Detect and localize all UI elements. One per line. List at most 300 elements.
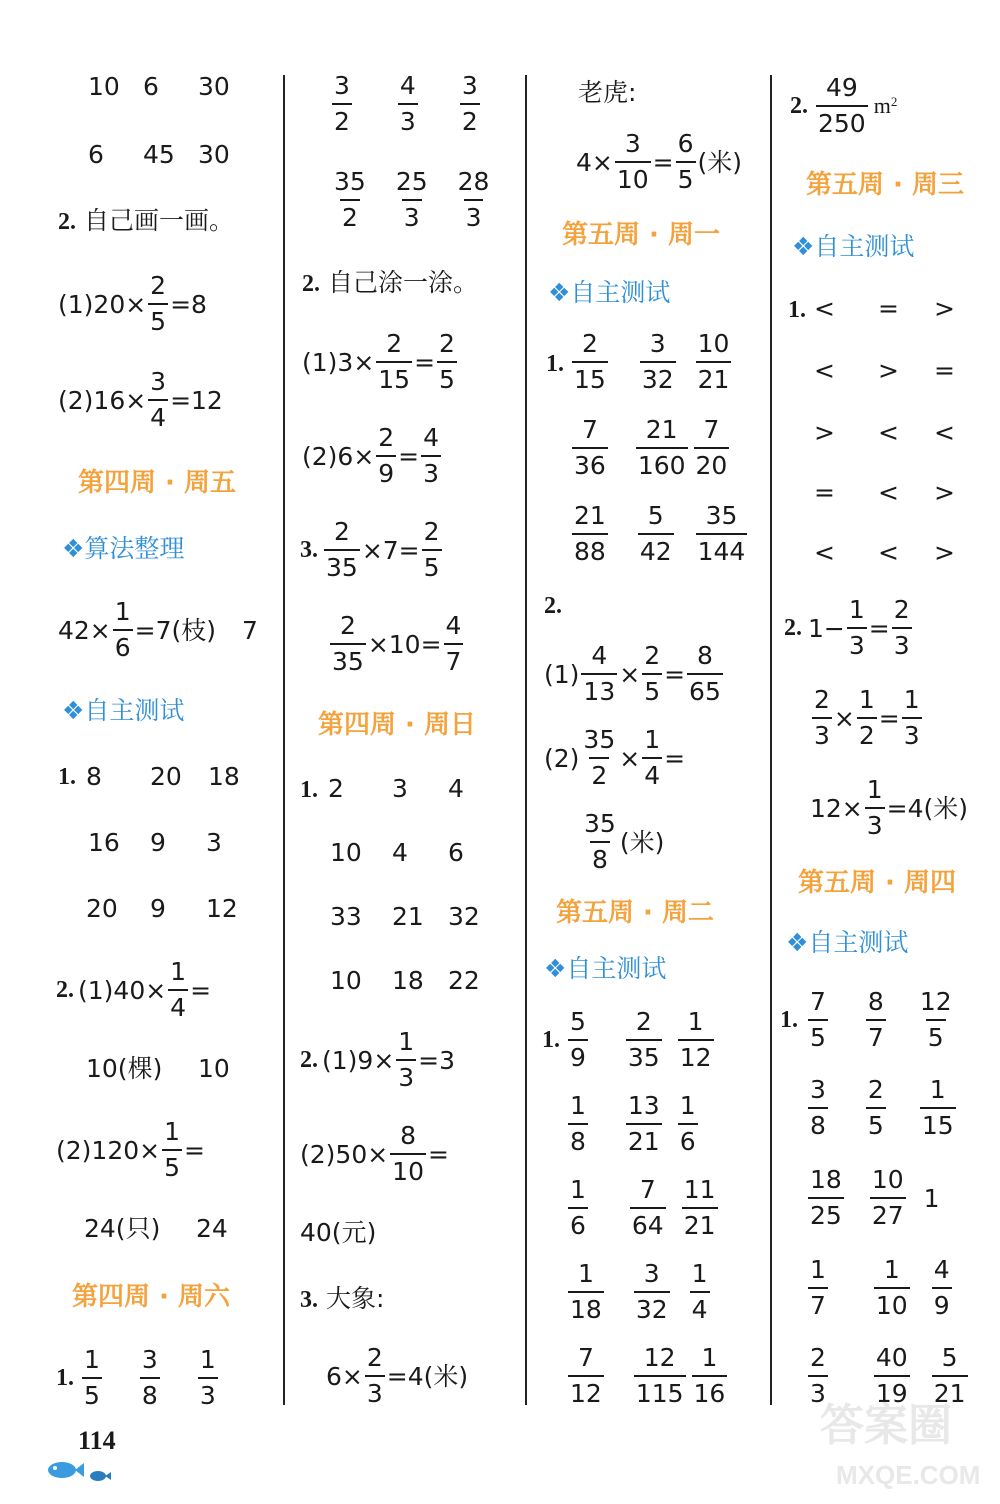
fraction [866,1076,886,1141]
numerator: 1 [929,1075,946,1104]
numerator: 2 [867,1075,884,1104]
answer: 18 [392,966,424,995]
eq-part: (1)40× [78,975,167,1005]
fraction [390,1122,426,1187]
eq-part: (2)120× [56,1135,161,1165]
denominator: 27 [870,1197,906,1231]
answer: 10(棵) [86,1054,163,1083]
answer-row [806,988,956,1053]
denominator: 2 [589,757,609,791]
eq-part: (2)50× [300,1139,389,1169]
denominator: 115 [634,1375,686,1409]
numerator: 1 [170,957,187,986]
fraction [332,168,368,233]
subsection-heading: ❖自主测试 [792,232,915,261]
denominator: 10 [615,161,651,195]
question-number: 2. [56,977,74,1004]
numerator: 1 [858,685,875,714]
answer: 4 [448,774,464,803]
question-number: 3. [300,537,318,564]
denominator: 5 [162,1149,182,1183]
answer-row [86,764,240,789]
equation [810,776,968,841]
denominator: 3 [396,1059,416,1093]
answer-row [88,142,230,167]
question-number: 2. [784,615,802,642]
fraction [808,1256,828,1321]
answer: 24(只) [84,1214,161,1243]
numerator: 12 [919,987,952,1016]
fraction [690,1260,710,1325]
question-number: 2. [302,271,320,297]
answer-row [570,502,749,567]
question-number: 2. [58,209,76,235]
eq-part: = [427,1139,449,1169]
numerator: 4 [933,1255,950,1284]
fraction [687,642,723,707]
question-text: 大象: [325,1284,385,1313]
denominator: 160 [636,447,688,481]
fraction [932,1344,968,1409]
answer: 9 [150,894,166,923]
denominator: 19 [874,1375,910,1409]
answer: > [934,294,955,323]
denominator: 2 [332,103,352,137]
equation [810,686,924,751]
numerator: 7 [810,987,826,1016]
fraction [857,686,877,751]
answer: 40(元) [300,1218,377,1247]
fraction [812,686,832,751]
unit [874,95,898,117]
numerator: 2 [439,329,455,358]
numerator: 4 [591,641,608,670]
fraction [332,72,352,137]
fraction [398,72,418,137]
denominator: 3 [847,627,867,661]
answer-row [56,1346,220,1411]
eq-part: 6× [326,1361,363,1391]
eq-part: ×7= [361,535,420,565]
subsection-heading: ❖自主测试 [786,928,909,957]
fraction [874,1344,910,1409]
eq-part: ×10= [367,629,442,659]
answer: > [814,418,835,447]
equals-sign: = [878,703,900,733]
fraction [808,1344,828,1409]
answer-row [814,480,955,505]
numerator: 8 [697,641,713,670]
numerator: 1 [679,1091,696,1120]
fraction [892,596,912,661]
fraction [920,1076,956,1141]
denominator: 2 [340,199,360,233]
answer: 45 [143,140,175,169]
fraction [847,596,867,661]
equals-sign: = [868,613,890,643]
denominator: 5 [676,161,696,195]
denominator: 2 [460,103,480,137]
fraction [140,1346,160,1411]
question-number: 1. [542,1027,560,1053]
question-2 [58,208,234,234]
denominator: 10 [874,1287,910,1321]
eq-part: (1) [544,659,580,689]
numerator: 2 [635,1007,652,1036]
numerator: 10 [871,1165,904,1194]
equation [300,1028,455,1093]
numerator: 3 [624,129,641,158]
denominator: 6 [113,629,133,663]
answer-row [330,968,480,993]
equals-sign: = [664,659,686,689]
answer-row [566,1092,700,1157]
numerator: 2 [339,611,356,640]
answer-row [566,1260,712,1325]
denominator: 9 [376,455,396,489]
denominator: 21 [682,1207,718,1241]
denominator: 5 [642,673,662,707]
numerator: 3 [141,1345,158,1374]
fraction [582,810,618,875]
numerator: 7 [581,415,598,444]
denominator: 7 [444,643,464,677]
answer-row [814,420,955,445]
numerator: 10 [697,329,730,358]
answer: 9 [150,828,166,857]
denominator: 13 [581,673,617,707]
answer: 20 [150,762,182,791]
denominator: 25 [808,1197,844,1231]
answer-row [86,896,238,921]
answer: 6 [448,838,464,867]
numerator: 40 [875,1343,908,1372]
fraction [694,416,730,481]
numerator: 11 [683,1175,716,1204]
fraction [808,1076,828,1141]
denominator: 35 [626,1039,662,1073]
denominator: 3 [902,717,922,751]
numerator: 1 [691,1259,708,1288]
watermark-url: MXQE.COM [836,1460,981,1490]
answer: 18 [208,762,240,791]
equals-sign: = [414,347,436,377]
fraction [444,612,464,677]
answer-row [88,74,230,99]
denominator: 42 [638,533,674,567]
denominator: 3 [402,199,422,233]
fraction [874,1256,910,1321]
fraction [676,130,696,195]
denominator: 10 [390,1153,426,1187]
times-sign: × [619,659,641,689]
fraction [696,330,732,395]
fraction [198,1346,218,1411]
denominator: 3 [464,199,484,233]
denominator: 15 [376,361,412,395]
subsection-heading: ❖自主测试 [544,954,667,983]
fraction [581,642,617,707]
section-heading: 第五周 · 周一 [562,220,720,250]
denominator: 18 [568,1291,604,1325]
answer [580,810,664,875]
answer: 6 [88,140,104,169]
fraction [376,424,396,489]
eq-part: (1)20× [58,289,147,319]
denominator: 32 [640,361,676,395]
answer-row [806,1076,958,1141]
answer: 4 [392,838,408,867]
answer: < [878,418,899,447]
answer: 12 [206,894,238,923]
superscript: 2 [890,94,898,110]
eq-part: 1− [808,613,845,643]
eq-part: =8 [170,289,207,319]
numerator: 1 [577,1259,594,1288]
answer-row [806,1344,970,1409]
answer: 10 [330,966,362,995]
section-heading: 第五周 · 周三 [806,170,964,200]
answer-row [814,296,955,321]
eq-part: =12 [170,385,223,415]
fraction [902,686,922,751]
question-text: 自己画一画。 [83,206,234,235]
denominator: 250 [816,105,868,139]
subsection-heading: ❖自主测试 [62,696,185,725]
denominator: 6 [678,1123,698,1157]
numerator: 3 [810,1075,826,1104]
numerator: 1 [398,1027,415,1056]
answer: < [934,418,955,447]
numerator: 3 [649,329,666,358]
numerator: 1 [84,1345,100,1374]
numerator: 25 [395,167,428,196]
eq-part: (2)6× [302,441,375,471]
answer-row [86,1056,230,1081]
denominator: 5 [926,1019,946,1053]
denominator: 15 [572,361,608,395]
answer: 10 [88,72,120,101]
fraction [572,330,608,395]
denominator: 7 [808,1287,828,1321]
fraction [640,330,676,395]
subsection-heading: ❖算法整理 [62,534,185,563]
fish-decoration-icon [42,1452,112,1486]
question-number: 1. [56,1365,74,1392]
fraction [918,988,954,1053]
fraction [422,518,442,583]
denominator: 20 [694,447,730,481]
answer-row [570,416,731,481]
numerator: 1 [114,597,131,626]
answer-row [330,72,482,137]
eq-part: =4(米) [886,793,969,823]
fraction [865,776,885,841]
answer-row [566,1008,716,1073]
answer-row [570,330,733,395]
numerator: 5 [647,501,664,530]
numerator: 3 [461,71,478,100]
denominator: 35 [324,549,360,583]
numerator: 12 [643,1343,676,1372]
equation [300,1122,449,1187]
numerator: 1 [866,775,883,804]
fraction [365,1344,385,1409]
denominator: 36 [572,447,608,481]
answer-row [806,1256,954,1321]
eq-part: (米) [697,147,743,177]
eq-part: = [183,1135,205,1165]
section-heading: 第四周 · 周日 [318,710,476,740]
answer-row [566,1176,720,1241]
equation [56,958,211,1023]
question-number: 1. [780,1007,798,1033]
denominator: 65 [687,673,723,707]
equation [784,596,914,661]
denominator: 8 [808,1107,828,1141]
numerator: 2 [581,329,598,358]
equation [328,612,465,677]
denominator: 2 [857,717,877,751]
denominator: 16 [692,1375,728,1409]
fraction [642,642,662,707]
denominator: 5 [82,1377,102,1411]
numerator: 2 [644,641,661,670]
numerator: 4 [445,611,462,640]
denominator: 3 [398,103,418,137]
fraction [568,1260,604,1325]
section-heading: 第四周 · 周六 [72,1282,230,1312]
column-divider [770,75,772,1405]
numerator: 2 [810,1343,826,1372]
answer: < [814,356,835,385]
numerator: 2 [423,517,440,546]
denominator: 4 [148,399,168,433]
denominator: 4 [168,989,188,1023]
fraction [626,1092,662,1157]
fraction [376,330,412,395]
numerator: 2 [150,271,167,300]
answer: 7 [242,615,258,645]
answer: 16 [88,828,120,857]
section-heading: 第五周 · 周二 [556,898,714,928]
denominator: 35 [330,643,366,677]
numerator: 7 [577,1343,594,1372]
numerator: 35 [334,167,366,196]
fraction [808,1166,844,1231]
answer: > [878,356,899,385]
numerator: 6 [677,129,694,158]
answer: 6 [143,72,159,101]
answer: = [814,478,835,507]
fraction [568,1344,604,1409]
answer: 20 [86,894,118,923]
numerator: 2 [893,595,910,624]
denominator: 5 [422,549,442,583]
question-number: 1. [788,297,806,323]
times-sign: × [833,703,855,733]
fraction [630,1176,666,1241]
equation [300,518,444,583]
denominator: 4 [642,757,662,791]
answer-row [566,1344,729,1409]
answer: 21 [392,902,424,931]
fraction [678,1092,698,1157]
numerator: 1 [701,1343,718,1372]
section-heading: 第四周 · 周五 [78,468,236,498]
question-number: 2. [544,593,562,619]
fraction [148,272,168,337]
times-sign: × [619,743,641,773]
numerator: 1 [903,685,920,714]
fraction [460,72,480,137]
numerator: 1 [570,1175,586,1204]
numerator: 1 [810,1255,826,1284]
fraction [634,1260,670,1325]
fraction [682,1176,718,1241]
question-text: 老虎: [578,78,637,107]
equation [326,1344,468,1409]
answer: 30 [198,72,230,101]
denominator: 12 [568,1375,604,1409]
answer: < [878,478,899,507]
answer: > [934,538,955,567]
fraction [82,1346,102,1411]
fraction [615,130,651,195]
equation [58,272,207,337]
numerator: 3 [643,1259,660,1288]
denominator: 3 [198,1377,218,1411]
denominator: 7 [866,1019,886,1053]
question-number: 1. [300,777,318,803]
equation [302,330,459,395]
equation [790,74,897,139]
denominator: 21 [626,1123,662,1157]
fraction [638,502,674,567]
fraction [421,424,441,489]
numerator: 1 [199,1345,216,1374]
denominator: 3 [421,455,441,489]
answer-row [88,830,222,855]
answer-row [330,904,480,929]
question-number: 1. [58,764,76,790]
numerator: 7 [703,415,720,444]
question-number: 2. [790,93,808,120]
fraction [456,168,492,233]
eq-part: (2)16× [58,385,147,415]
answer: 1 [923,1183,940,1213]
answer: 3 [206,828,222,857]
eq-part: (2) [544,743,580,773]
numerator: 5 [941,1343,958,1372]
fraction [866,988,886,1053]
fraction [568,1176,588,1241]
denominator: 9 [568,1039,588,1073]
unit-text: m [873,93,891,119]
denominator: 88 [572,533,608,567]
denominator: 6 [568,1207,588,1241]
column-divider [525,75,527,1405]
fraction [572,502,608,567]
numerator: 13 [627,1091,660,1120]
equation [58,598,258,663]
denominator: 8 [568,1123,588,1157]
fraction [870,1166,906,1231]
fraction [437,330,457,395]
question-number: 3. [300,1287,318,1313]
answer: 10 [198,1054,230,1083]
fraction [581,726,617,791]
